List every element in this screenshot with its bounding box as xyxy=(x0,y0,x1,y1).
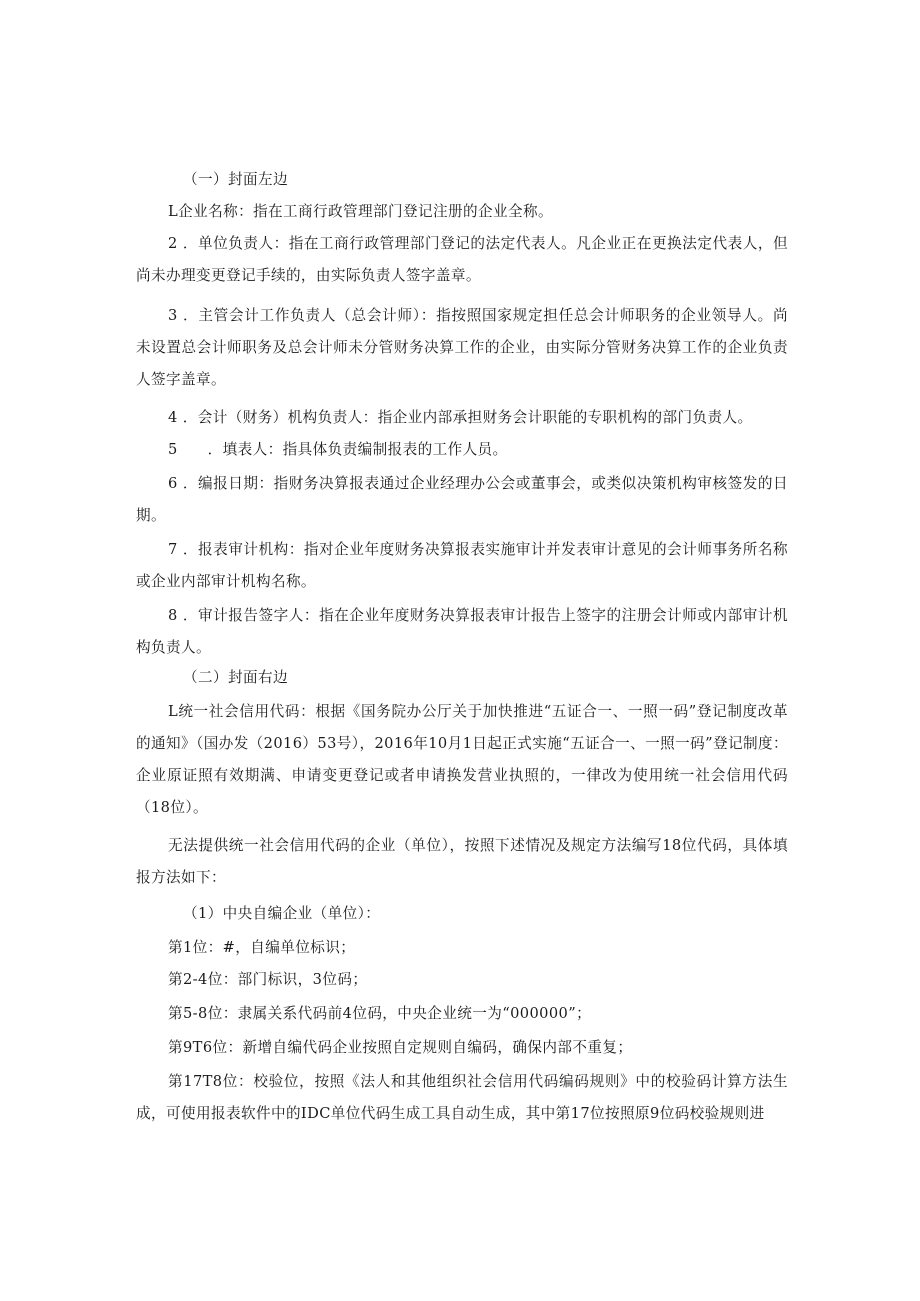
paragraph-item-2: 2 ．单位负责人：指在工商行政管理部门登记的法定代表人。凡企业正在更换法定代表人，但尚未办理变更登记手续的，由实际负责人签字盖章。 xyxy=(136,235,788,284)
section-heading-cover-right: （二）封面右边 xyxy=(183,669,288,686)
paragraph-credit-code: L统一社会信用代码：根据《国务院办公厅关于加快推进“五证合一、一照一码”登记制度改革的通知》（国办发（2016）53号），2016年10月1日起正式实施“五证合一、一照一码”登记制度：企业原证照有效期满、申请变更登记或者申请换发营业执照的，一律改为使用统一社会信用代码（18位）。 xyxy=(136,703,788,816)
paragraph-item-4: 4 ．会计（财务）机构负责人：指企业内部承担财务会计职能的专职机构的部门负责人。 xyxy=(168,409,753,426)
paragraph-digit-1: 第1位：#，自编单位标识； xyxy=(168,939,356,956)
paragraph-digits-9-16: 第9T6位：新增自编代码企业按照自定规则自编码，确保内部不重复； xyxy=(168,1039,633,1056)
paragraph-item-8: 8 ．审计报告签字人：指在企业年度财务决算报表审计报告上签字的注册会计师或内部审计机构负责人。 xyxy=(136,607,788,656)
paragraph-no-credit-code: 无法提供统一社会信用代码的企业（单位），按照下述情况及规定方法编写18位代码，具体填报方法如下： xyxy=(136,837,788,886)
paragraph-digits-17-18: 第17T8位：校验位，按照《法人和其他组织社会信用代码编码规则》中的校验码计算方法生成，可使用报表软件中的IDC单位代码生成工具自动生成，其中第17位按照原9位码校验规则进 xyxy=(136,1073,788,1122)
paragraph-item-5: 5 ．填表人：指具体负责编制报表的工作人员。 xyxy=(168,441,508,458)
paragraph-digits-5-8: 第5-8位：隶属关系代码前4位码，中央企业统一为“000000”； xyxy=(168,1005,592,1022)
paragraph-item-3: 3 ．主管会计工作负责人（总会计师）：指按照国家规定担任总会计师职务的企业领导人。尚未设置总会计师职务及总会计师未分管财务决算工作的企业，由实际分管财务决算工作的企业负责人签字盖章。 xyxy=(136,307,788,388)
paragraph-item-1: L企业名称：指在工商行政管理部门登记注册的企业全称。 xyxy=(168,203,553,220)
paragraph-central-self-coded: （1）中央自编企业（单位）： xyxy=(183,905,381,922)
section-heading-cover-left: （一）封面左边 xyxy=(183,171,288,188)
paragraph-digits-2-4: 第2-4位：部门标识，3位码； xyxy=(168,971,368,988)
paragraph-item-7: 7 ．报表审计机构：指对企业年度财务决算报表实施审计并发表审计意见的会计师事务所名称或企业内部审计机构名称。 xyxy=(136,541,788,590)
paragraph-item-6: 6 ．编报日期：指财务决算报表通过企业经理办公会或董事会，或类似决策机构审核签发的日期。 xyxy=(136,475,788,524)
